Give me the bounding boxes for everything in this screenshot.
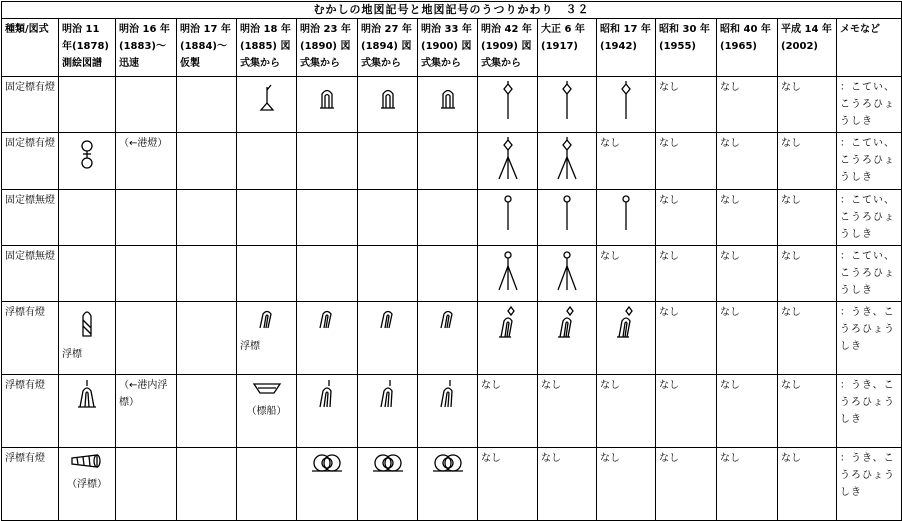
arch-beacon-icon — [437, 81, 459, 111]
row-category: 固定標有燈 — [2, 133, 59, 190]
cell-none: なし — [597, 133, 656, 190]
cell-none: なし — [656, 133, 717, 190]
table-row — [2, 190, 902, 246]
cell-symbol — [297, 375, 358, 448]
ring-buoy-icon — [310, 452, 344, 474]
spar-buoy-icon — [76, 306, 98, 340]
cell-none: なし — [778, 246, 837, 302]
cell-empty — [177, 133, 237, 190]
cell-none: なし — [778, 133, 837, 190]
table-title: むかしの地図記号と地図記号のうつりかわり ３２ — [2, 2, 902, 19]
cell-none: なし — [478, 375, 538, 448]
cell-symbol — [297, 448, 358, 521]
cell-empty — [59, 246, 116, 302]
header-m33: 明治 33 年(1900) 図式集から — [418, 19, 478, 77]
cell-none: なし — [778, 375, 837, 448]
row-memo: ：こてい、こうろひょうしき — [837, 190, 902, 246]
table-row — [2, 133, 902, 190]
ring-buoy-icon — [431, 452, 465, 474]
barrel-buoy-icon — [69, 452, 105, 470]
table-row — [2, 375, 902, 448]
table-row — [2, 448, 902, 521]
cell-none: なし — [717, 133, 778, 190]
antenna-buoy-icon — [315, 379, 339, 411]
cell-symbol — [59, 448, 116, 521]
cell-empty — [177, 190, 237, 246]
row-memo: ：こてい、こうろひょうしき — [837, 77, 902, 133]
cell-empty — [237, 133, 297, 190]
cell-symbol — [597, 77, 656, 133]
cell-empty — [237, 190, 297, 246]
lit-buoy-icon — [495, 306, 521, 340]
row-category: 浮標有燈 — [2, 302, 59, 375]
cell-empty — [116, 448, 177, 521]
cell-symbol — [59, 302, 116, 375]
arch-beacon-icon — [377, 81, 399, 111]
cell-empty — [358, 133, 418, 190]
lit-beacon-icon — [615, 81, 637, 121]
tripod-lit-beacon-icon — [495, 137, 521, 181]
unlit-beacon-icon — [615, 194, 637, 232]
cell-symbol — [538, 302, 597, 375]
row-memo: ：うき、こうろひょうしき — [837, 302, 902, 375]
row-category: 浮標有燈 — [2, 375, 59, 448]
header-m18: 明治 18 年(1885) 図式集から — [237, 19, 297, 77]
cell-symbol — [538, 133, 597, 190]
cell-empty — [177, 246, 237, 302]
header-s40: 昭和 40 年(1965) — [717, 19, 778, 77]
cell-empty — [59, 77, 116, 133]
cell-none: なし — [778, 77, 837, 133]
cell-none: なし — [717, 302, 778, 375]
cell-empty — [237, 448, 297, 521]
cell-none: なし — [597, 448, 656, 521]
antenna-buoy-icon — [436, 379, 460, 411]
flag-triangle-beacon-icon — [256, 81, 278, 111]
cell-caption: 浮標 — [240, 341, 260, 352]
header-s30: 昭和 30 年(1955) — [656, 19, 717, 77]
cell-symbol — [597, 302, 656, 375]
cell-symbol — [59, 133, 116, 190]
header-m23: 明治 23 年(1890) 図式集から — [297, 19, 358, 77]
header-category: 種類/図式 — [2, 19, 59, 77]
cell-symbol — [358, 77, 418, 133]
header-m11: 明治 11 年(1878) 測絵図譜 — [59, 19, 116, 77]
cell-symbol — [538, 246, 597, 302]
lit-buoy-icon — [613, 306, 639, 340]
cell-empty — [237, 246, 297, 302]
cell-symbol — [358, 375, 418, 448]
header-t6: 大正 6 年(1917) — [538, 19, 597, 77]
cell-caption: 浮標 — [62, 349, 82, 360]
cell-empty — [177, 375, 237, 448]
cell-symbol — [297, 77, 358, 133]
row-category: 浮標有燈 — [2, 448, 59, 521]
table-row — [2, 77, 902, 133]
tripod-lit-beacon-icon — [554, 137, 580, 181]
cell-symbol — [297, 302, 358, 375]
cell-symbol — [358, 302, 418, 375]
cell-symbol — [478, 133, 538, 190]
cell-symbol — [538, 77, 597, 133]
double-circle-beacon-icon — [76, 137, 98, 171]
header-h14: 平成 14 年(2002) — [778, 19, 837, 77]
cell-none: なし — [717, 375, 778, 448]
italic-arch-buoy-icon — [255, 306, 279, 332]
cell-none: なし — [656, 190, 717, 246]
table-row — [2, 246, 902, 302]
cell-symbol — [418, 448, 478, 521]
cell-symbol — [418, 77, 478, 133]
cell-none: なし — [597, 375, 656, 448]
unlit-beacon-icon — [497, 194, 519, 232]
beacon-ship-icon — [252, 379, 282, 397]
cell-empty — [418, 190, 478, 246]
cell-none: なし — [538, 448, 597, 521]
tripod-unlit-beacon-icon — [554, 250, 580, 292]
cell-port-light: （←港燈） — [116, 133, 177, 190]
cell-symbol — [237, 77, 297, 133]
row-memo: ：こてい、こうろひょうしき — [837, 246, 902, 302]
row-memo: ：うき、こうろひょうしき — [837, 448, 902, 521]
cell-empty — [418, 133, 478, 190]
cell-none: なし — [778, 190, 837, 246]
cell-none: なし — [717, 246, 778, 302]
cell-empty — [116, 190, 177, 246]
antenna-buoy-icon — [75, 379, 99, 411]
cell-symbol — [418, 302, 478, 375]
cell-empty — [177, 302, 237, 375]
cell-symbol — [478, 77, 538, 133]
cell-empty — [358, 190, 418, 246]
cell-empty — [116, 77, 177, 133]
cell-none: なし — [478, 448, 538, 521]
cell-symbol — [59, 375, 116, 448]
cell-caption: （標船） — [246, 406, 287, 417]
table-row — [2, 302, 902, 375]
row-memo: ：うき、こうろひょうしき — [837, 375, 902, 448]
cell-symbol — [478, 246, 538, 302]
arch-beacon-icon — [316, 81, 338, 111]
cell-empty — [297, 133, 358, 190]
cell-none: なし — [656, 246, 717, 302]
cell-symbol — [478, 190, 538, 246]
header-s17: 昭和 17 年(1942) — [597, 19, 656, 77]
lit-beacon-icon — [556, 81, 578, 121]
cell-empty — [358, 246, 418, 302]
header-m42: 明治 42 年(1909) 図式集から — [478, 19, 538, 77]
unlit-beacon-icon — [556, 194, 578, 232]
cell-none: なし — [597, 246, 656, 302]
cell-symbol — [237, 302, 297, 375]
cell-none: なし — [656, 302, 717, 375]
cell-symbol — [538, 190, 597, 246]
lit-beacon-icon — [497, 81, 519, 121]
row-memo: ：こてい、こうろひょうしき — [837, 133, 902, 190]
cell-empty — [297, 190, 358, 246]
antenna-buoy-icon — [376, 379, 400, 411]
cell-none: なし — [717, 190, 778, 246]
cell-none: なし — [656, 77, 717, 133]
italic-arch-buoy-icon — [436, 306, 460, 332]
cell-none: なし — [717, 77, 778, 133]
cell-empty — [59, 190, 116, 246]
cell-symbol — [597, 190, 656, 246]
cell-in-port-buoy: （←港内浮標） — [116, 375, 177, 448]
cell-none: なし — [778, 448, 837, 521]
ring-buoy-icon — [371, 452, 405, 474]
tripod-unlit-beacon-icon — [495, 250, 521, 292]
row-category: 固定標無燈 — [2, 246, 59, 302]
lit-buoy-icon — [554, 306, 580, 340]
header-m16: 明治 16 年(1883)～迅速 — [116, 19, 177, 77]
cell-empty — [177, 448, 237, 521]
map-symbol-table — [1, 1, 902, 521]
italic-arch-buoy-icon — [376, 306, 400, 332]
cell-none: なし — [538, 375, 597, 448]
cell-empty — [418, 246, 478, 302]
cell-symbol — [478, 302, 538, 375]
cell-empty — [177, 77, 237, 133]
cell-empty — [116, 246, 177, 302]
cell-symbol — [358, 448, 418, 521]
row-category: 固定標無燈 — [2, 190, 59, 246]
cell-caption: （浮標） — [67, 479, 107, 490]
cell-none: なし — [656, 375, 717, 448]
cell-symbol — [418, 375, 478, 448]
cell-symbol — [237, 375, 297, 448]
cell-empty — [297, 246, 358, 302]
italic-arch-buoy-icon — [315, 306, 339, 332]
cell-none: なし — [656, 448, 717, 521]
header-m27: 明治 27 年(1894) 図式集から — [358, 19, 418, 77]
cell-none: なし — [778, 302, 837, 375]
header-m17: 明治 17 年(1884)～仮製 — [177, 19, 237, 77]
cell-empty — [116, 302, 177, 375]
header-memo: メモなど — [837, 19, 902, 77]
row-category: 固定標有燈 — [2, 77, 59, 133]
cell-none: なし — [717, 448, 778, 521]
